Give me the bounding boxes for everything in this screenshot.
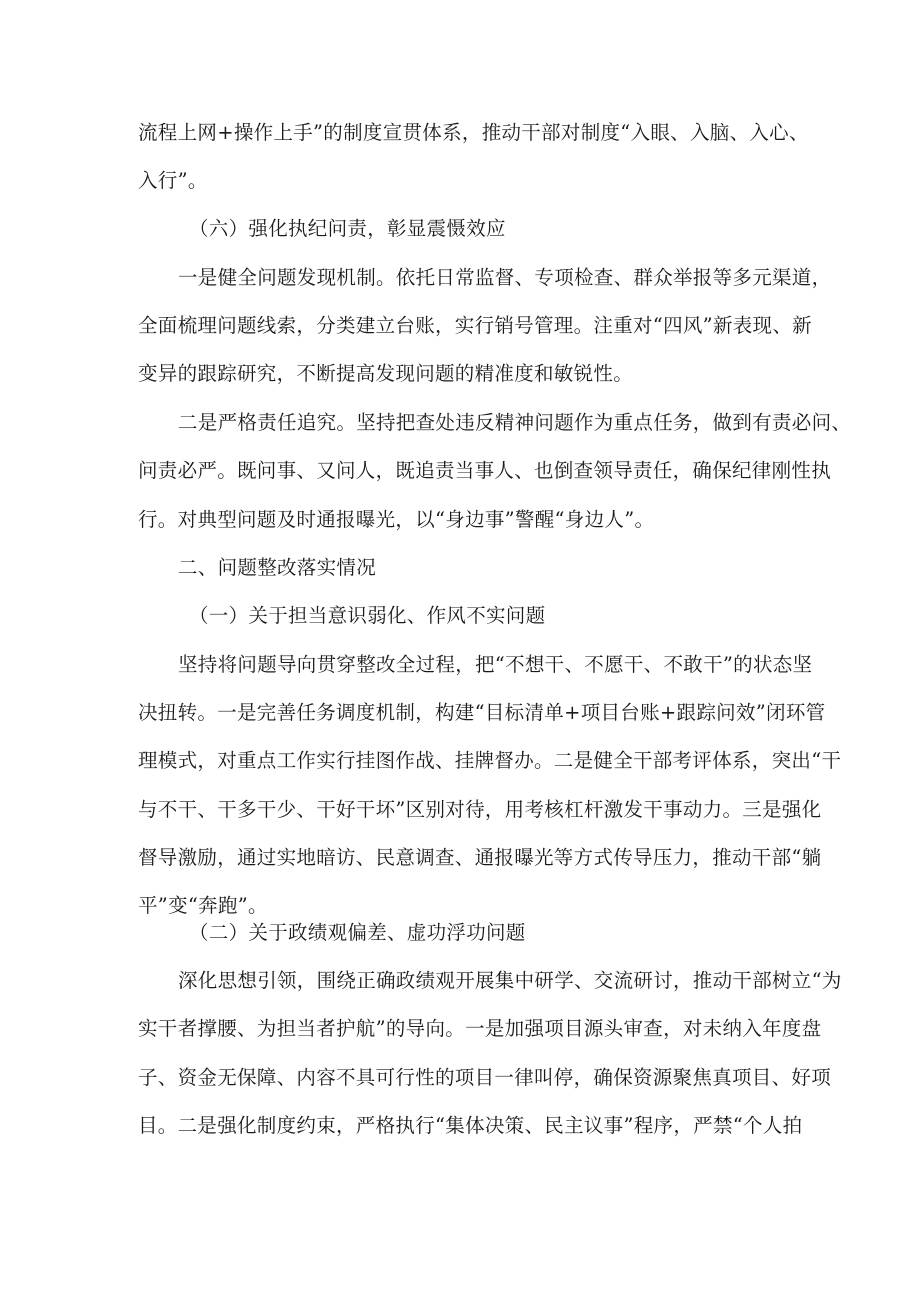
paragraph-line: 流程上网+操作上手”的制度宣贯体系，推动干部对制度“入眼、入脑、入心、	[138, 121, 809, 144]
paragraph-line: 问责必严。既问事、又问人，既追责当事人、也倒查领导责任，确保纪律刚性执	[138, 459, 832, 482]
section-heading: 二、问题整改落实情况	[178, 556, 377, 579]
paragraph-line: 平”变“奔跑”。	[138, 894, 268, 917]
paragraph-line: 全面梳理问题线索，分类建立台账，实行销号管理。注重对“四风”新表现、新	[138, 314, 812, 337]
paragraph-line: 二是严格责任追究。坚持把查处违反精神问题作为重点任务，做到有责必问、	[178, 411, 852, 434]
section-heading: （二）关于政绩观偏差、虚功浮功问题	[189, 921, 526, 944]
paragraph-line: 行。对典型问题及时通报曝光，以“身边事”警醒“身边人”。	[138, 508, 655, 531]
section-heading: （一）关于担当意识弱化、作风不实问题	[189, 604, 546, 627]
paragraph-line: 督导激励，通过实地暗访、民意调查、通报曝光等方式传导压力，推动干部“躺	[138, 846, 822, 869]
paragraph-line: 一是健全问题发现机制。依托日常监督、专项检查、群众举报等多元渠道，	[178, 266, 832, 289]
paragraph-line: 理模式，对重点工作实行挂图作战、挂牌督办。二是健全干部考评体系，突出“干	[138, 749, 842, 772]
paragraph-line: 入行”。	[138, 169, 208, 192]
paragraph-line: 深化思想引领，围绕正确政绩观开展集中研学、交流研讨，推动干部树立“为	[178, 969, 842, 992]
paragraph-line: 子、资金无保障、内容不具可行性的项目一律叫停，确保资源聚焦真项目、好项	[138, 1066, 832, 1089]
section-heading: （六）强化执纪问责，彰显震慑效应	[189, 217, 506, 240]
paragraph-line: 决扭转。一是完善任务调度机制，构建“目标清单+项目台账+跟踪问效”闭环管	[138, 701, 826, 724]
paragraph-line: 实干者撑腰、为担当者护航”的导向。一是加强项目源头审查，对未纳入年度盘	[138, 1017, 822, 1040]
paragraph-line: 与不干、干多干少、干好干坏”区别对待，用考核杠杆激发干事动力。三是强化	[138, 798, 822, 821]
paragraph-line: 坚持将问题导向贯穿整改全过程，把“不想干、不愿干、不敢干”的状态坚	[178, 653, 813, 676]
paragraph-line: 目。二是强化制度约束，严格执行“集体决策、民主议事”程序，严禁“个人拍	[138, 1114, 803, 1137]
paragraph-line: 变异的跟踪研究，不断提高发现问题的精准度和敏锐性。	[138, 362, 634, 385]
